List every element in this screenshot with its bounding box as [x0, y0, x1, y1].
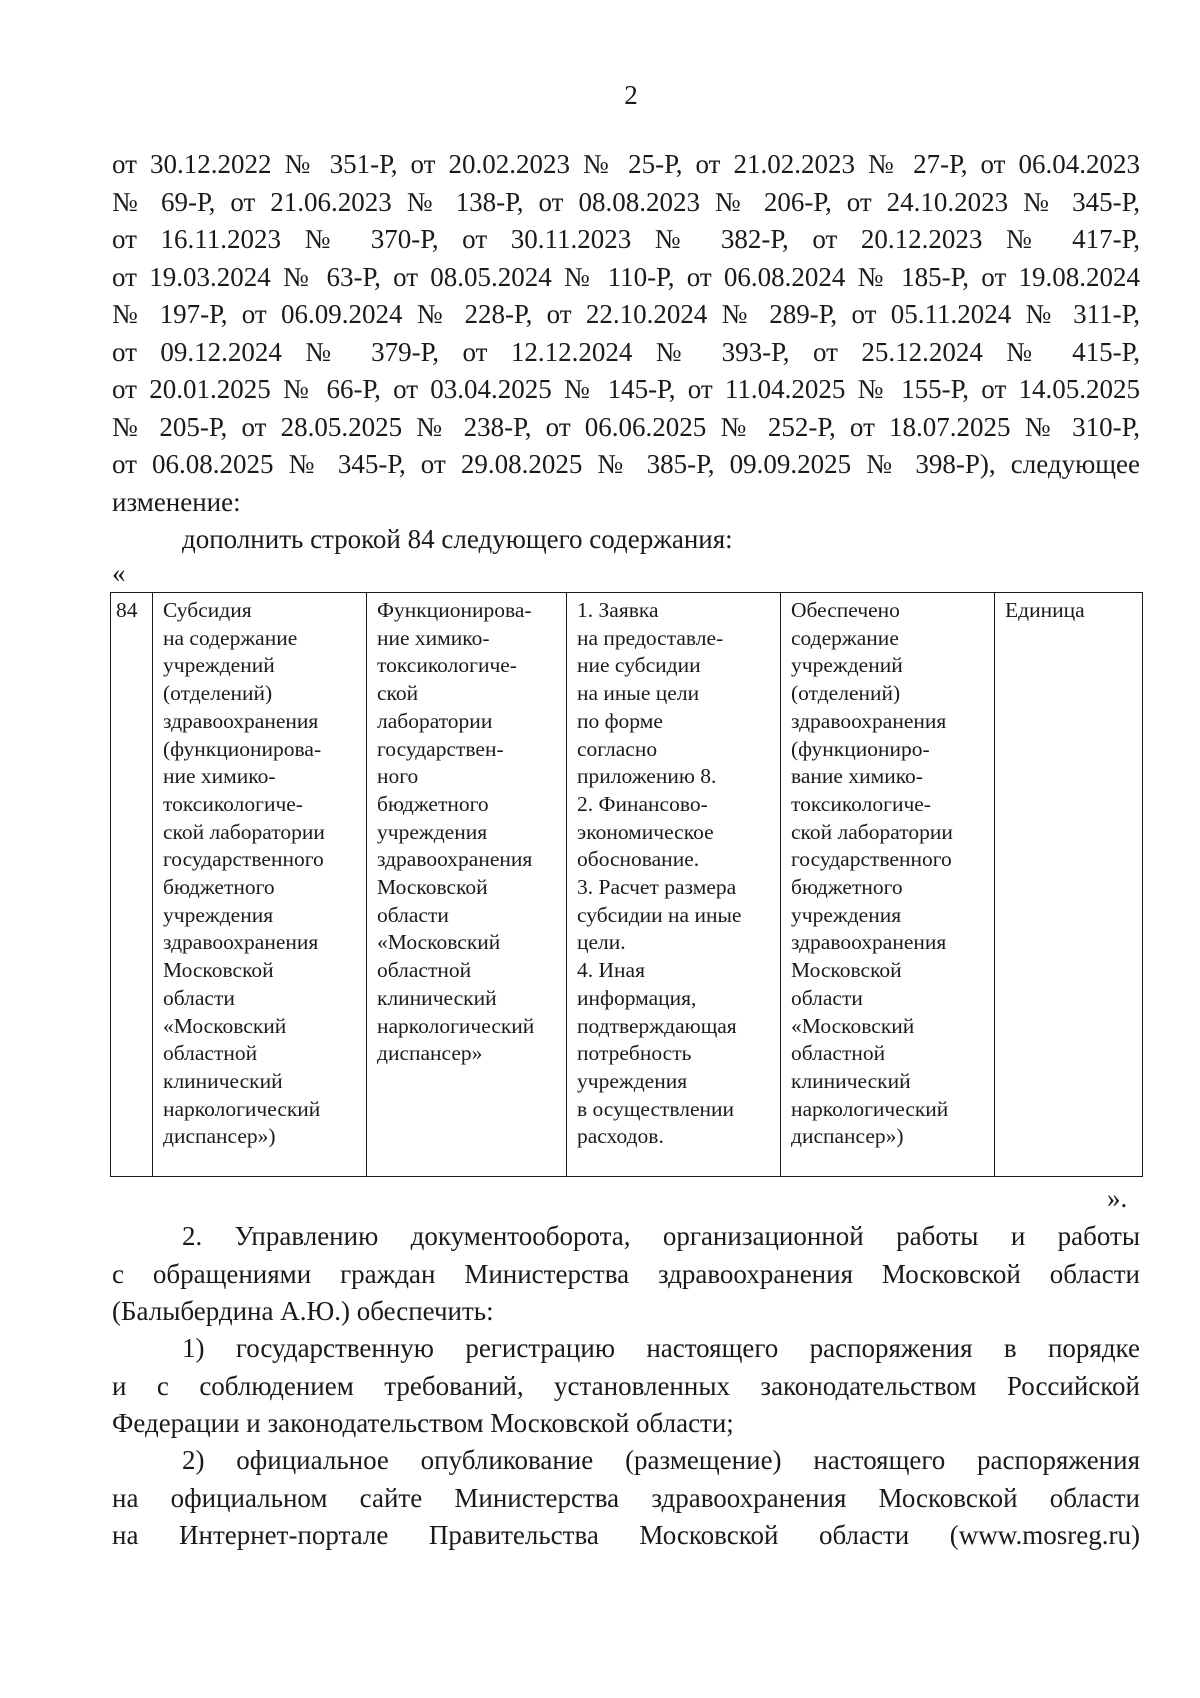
intro-line: № 197-Р, от 06.09.2024 № 228-Р, от 22.10.2024 № 289-Р, от 05.11.2024 № 311-Р,	[112, 299, 1140, 329]
cell-line: лаборатории	[377, 708, 493, 733]
intro-paragraph	[112, 146, 1140, 521]
cell-line: обоснование.	[577, 847, 700, 872]
cell-line: на иные цели	[577, 681, 700, 706]
cell-line: (функционирова-	[163, 736, 322, 761]
cell-line: цели.	[577, 930, 626, 955]
item-line: на официальном сайте Министерства здравоохранения Московской области	[112, 1482, 1140, 1513]
cell-line: области	[377, 902, 449, 927]
cell-line: 4. Иная	[577, 958, 645, 983]
cell-line: 1. Заявка	[577, 598, 659, 622]
cell-line: субсидии на иные	[577, 902, 742, 927]
cell-line: «Московский	[791, 1013, 915, 1038]
cell-line: здравоохранения	[163, 708, 319, 733]
cell-line: Московской	[163, 958, 274, 983]
cell-line: содержание	[791, 625, 899, 650]
cell-line: Московской	[377, 875, 488, 900]
cell-line: клинический	[791, 1068, 911, 1093]
cell-line: экономическое	[577, 819, 714, 844]
cell-line: Функционирова-	[377, 598, 532, 622]
cell-line: вание химико-	[791, 764, 923, 789]
item-line: на Интернет-портале Правительства Московской области (www.mosreg.ru)	[112, 1520, 1140, 1550]
paragraph-line: с обращениями граждан Министерства здравоохранения Московской области	[112, 1258, 1140, 1289]
amendment-table	[110, 592, 1143, 1177]
cell-line: расходов.	[577, 1124, 664, 1149]
cell-line: ние субсидии	[577, 653, 701, 678]
intro-line: от 20.01.2025 № 66-Р, от 03.04.2025 № 145-Р, от 11.04.2025 № 155-Р, от 14.05.2025	[112, 374, 1140, 404]
intro-line: изменение:	[112, 486, 241, 517]
cell-line: (отделений)	[791, 681, 901, 706]
cell-line: «Московский	[377, 930, 501, 955]
cell-line: диспансер»)	[791, 1124, 904, 1149]
item-1	[112, 1330, 1140, 1443]
cell-line: приложению 8.	[577, 764, 717, 789]
item-line: 2) официальное опубликование (размещение) настоящего распоряжения	[182, 1445, 1140, 1475]
table-cell-subsidy-name	[153, 593, 367, 1177]
cell-line: ние химико-	[377, 625, 490, 650]
cell-line: здравоохранения	[163, 930, 319, 955]
cell-line: ской лаборатории	[163, 819, 325, 844]
table-cell-purpose	[367, 593, 567, 1177]
cell-line: (отделений)	[163, 681, 273, 706]
cell-line: по форме	[577, 708, 663, 733]
cell-line: здравоохранения	[791, 930, 947, 955]
addition-instruction	[112, 521, 1140, 559]
cell-line: учреждений	[163, 653, 275, 678]
cell-line: государственного	[791, 847, 952, 872]
intro-line: от 30.12.2022 № 351-Р, от 20.02.2023 № 25-Р, от 21.02.2023 № 27-Р, от 06.04.2023	[112, 149, 1140, 179]
paragraph-line: (Балыбердина А.Ю.) обеспечить:	[112, 1296, 494, 1326]
intro-line: от 09.12.2024 № 379-Р, от 12.12.2024 № 393-Р, от 25.12.2024 № 415-Р,	[112, 336, 1140, 367]
cell-line: государственного	[163, 847, 324, 872]
cell-line: Единица	[1005, 598, 1085, 622]
cell-line: наркологический	[791, 1096, 949, 1121]
cell-line: ного	[377, 764, 419, 789]
cell-line: бюджетного	[791, 875, 903, 900]
table-cell-result	[781, 593, 995, 1177]
cell-line: токсикологиче-	[163, 791, 303, 816]
intro-line: от 16.11.2023 № 370-Р, от 30.11.2023 № 382-Р, от 20.12.2023 № 417-Р,	[112, 224, 1140, 254]
cell-line: областной	[163, 1041, 258, 1066]
closing-quote: ».	[1107, 1183, 1128, 1213]
cell-line: областной	[791, 1041, 886, 1066]
cell-line: здравоохранения	[377, 847, 533, 872]
table-cell-unit	[995, 593, 1143, 1177]
cell-line: учреждения	[577, 1068, 688, 1093]
paragraph-2	[112, 1218, 1140, 1331]
cell-line: учреждений	[791, 653, 903, 678]
cell-line: области	[791, 985, 863, 1010]
cell-line: в осуществлении	[577, 1096, 735, 1121]
item-line: Федерации и законодательством Московской области;	[112, 1408, 734, 1438]
cell-line: 84	[116, 598, 138, 622]
cell-line: наркологический	[163, 1096, 321, 1121]
item-line: и с соблюдением требований, установленных законодательством Российской	[112, 1370, 1140, 1401]
opening-quote: «	[112, 558, 126, 588]
page-number: 2	[624, 80, 638, 110]
cell-line: ской	[377, 681, 419, 706]
cell-line: информация,	[577, 985, 697, 1010]
item-line: 1) государственную регистрацию настоящего распоряжения в порядке	[182, 1333, 1140, 1363]
table-cell-documents	[567, 593, 781, 1177]
cell-line: токсикологиче-	[377, 653, 517, 678]
cell-line: наркологический	[377, 1013, 535, 1038]
cell-line: ской лаборатории	[791, 819, 953, 844]
cell-line: Обеспечено	[791, 598, 900, 622]
cell-line: потребность	[577, 1041, 692, 1066]
cell-line: «Московский	[163, 1013, 287, 1038]
item-2	[112, 1442, 1140, 1555]
cell-line: Московской	[791, 958, 902, 983]
cell-line: подтверждающая	[577, 1013, 737, 1038]
cell-line: области	[163, 985, 235, 1010]
cell-line: на предоставле-	[577, 625, 724, 650]
cell-line: согласно	[577, 736, 658, 761]
cell-line: 2. Финансово-	[577, 791, 708, 816]
cell-line: клинический	[377, 985, 497, 1010]
cell-line: областной	[377, 958, 472, 983]
cell-line: бюджетного	[377, 791, 489, 816]
table-cell-row-number	[111, 593, 153, 1177]
table-row	[111, 593, 1143, 1177]
paragraph-line: 2. Управлению документооборота, организационной работы и работы	[182, 1221, 1140, 1251]
intro-line: от 19.03.2024 № 63-Р, от 08.05.2024 № 110-Р, от 06.08.2024 № 185-Р, от 19.08.2024	[112, 261, 1140, 292]
cell-line: (функциониро-	[791, 736, 930, 761]
cell-line: государствен-	[377, 736, 504, 761]
cell-line: Субсидия	[163, 598, 252, 622]
cell-line: учреждения	[791, 902, 902, 927]
cell-line: бюджетного	[163, 875, 275, 900]
cell-line: здравоохранения	[791, 708, 947, 733]
cell-line: токсикологиче-	[791, 791, 931, 816]
cell-line: на содержание	[163, 625, 298, 650]
intro-line: от 06.08.2025 № 345-Р, от 29.08.2025 № 385-Р, 09.09.2025 № 398-Р), следующее	[112, 449, 1140, 479]
cell-line: 3. Расчет размера	[577, 875, 737, 900]
addition-line: дополнить строкой 84 следующего содержания:	[182, 524, 733, 554]
intro-line: № 69-Р, от 21.06.2023 № 138-Р, от 08.08.2023 № 206-Р, от 24.10.2023 № 345-Р,	[112, 186, 1140, 217]
cell-line: диспансер»	[377, 1041, 483, 1066]
cell-line: диспансер»)	[163, 1124, 276, 1149]
cell-line: учреждения	[163, 902, 274, 927]
cell-line: учреждения	[377, 819, 488, 844]
intro-line: № 205-Р, от 28.05.2025 № 238-Р, от 06.06.2025 № 252-Р, от 18.07.2025 № 310-Р,	[112, 411, 1140, 442]
cell-line: ние химико-	[163, 764, 276, 789]
cell-line: клинический	[163, 1068, 283, 1093]
